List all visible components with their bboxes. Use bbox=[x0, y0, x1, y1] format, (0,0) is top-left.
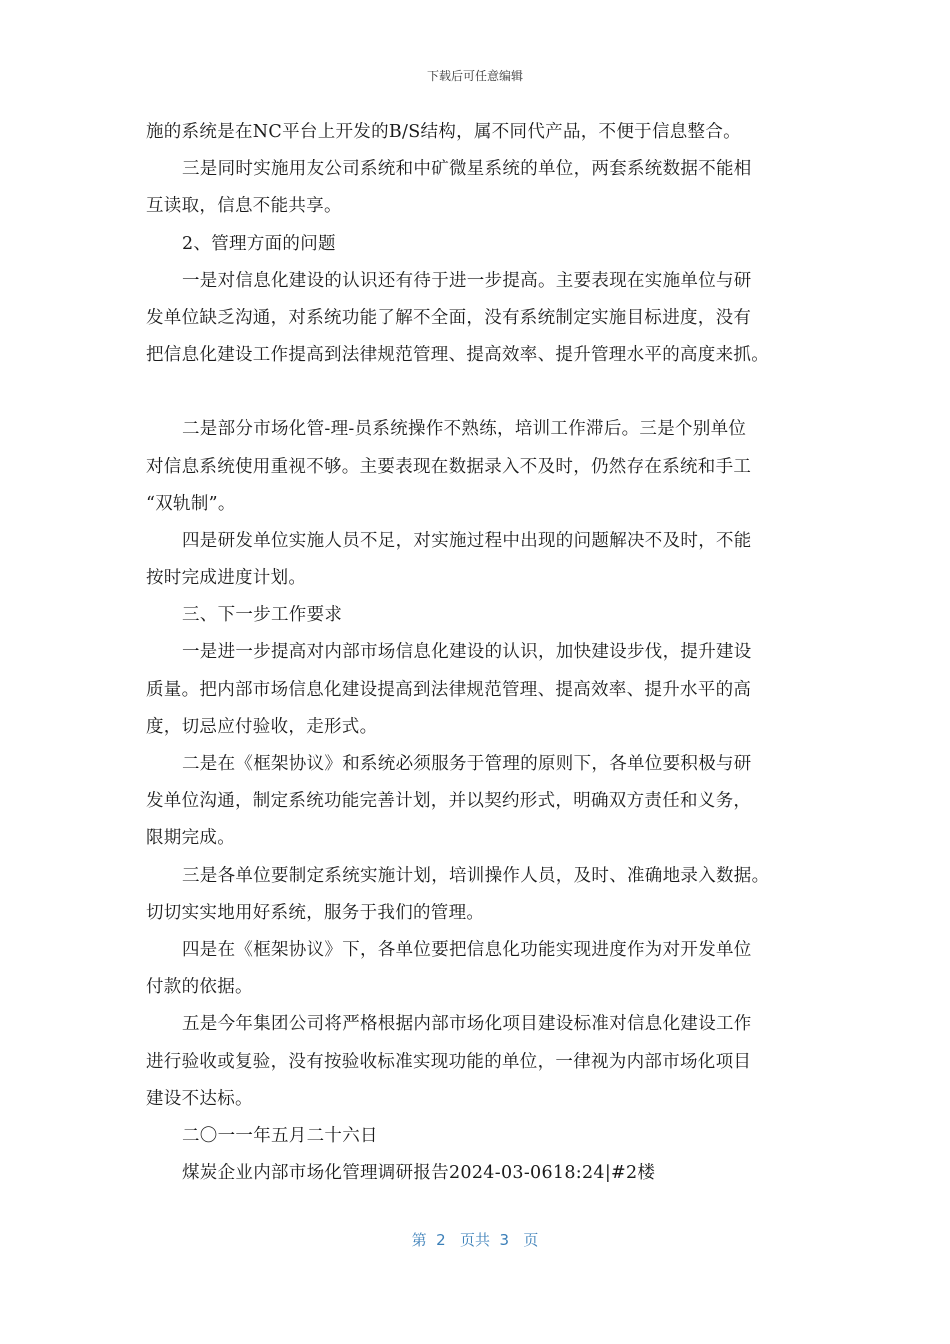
section-heading: 三、下一步工作要求 bbox=[182, 605, 343, 626]
paragraph-line: 二是部分市场化管-理-员系统操作不熟练，培训工作滞后。三是个别单位 bbox=[182, 419, 747, 440]
paragraph-line: 度，切忌应付验收，走形式。 bbox=[146, 716, 378, 737]
paragraph-line: 互读取，信息不能共享。 bbox=[146, 196, 342, 217]
page-number: 第 2 页共 3 页 bbox=[411, 1231, 539, 1249]
paragraph-line: 四是在《框架协议》下，各单位要把信息化功能实现进度作为对开发单位 bbox=[182, 939, 752, 960]
paragraph-line: 把信息化建设工作提高到法律规范管理、提高效率、提升管理水平的高度来抓。 bbox=[146, 345, 769, 366]
paragraph-line: 付款的依据。 bbox=[146, 977, 253, 998]
paragraph-line: 一是对信息化建设的认识还有待于进一步提高。主要表现在实施单位与研 bbox=[182, 270, 752, 291]
report-title-line: 煤炭企业内部市场化管理调研报告2024-03-0618:24|#2楼 bbox=[182, 1163, 656, 1184]
paragraph-line: 四是研发单位实施人员不足，对实施过程中出现的问题解决不及时，不能 bbox=[182, 530, 752, 551]
paragraph-line: 三是各单位要制定系统实施计划，培训操作人员，及时、准确地录入数据。 bbox=[182, 865, 770, 886]
paragraph-line: 五是今年集团公司将严格根据内部市场化项目建设标准对信息化建设工作 bbox=[182, 1014, 752, 1035]
paragraph-line: 质量。把内部市场信息化建设提高到法律规范管理、提高效率、提升水平的高 bbox=[146, 679, 752, 700]
paragraph-gap bbox=[146, 374, 806, 411]
section-heading: 2、管理方面的问题 bbox=[182, 233, 336, 254]
paragraph-line: 三是同时实施用友公司系统和中矿微星系统的单位，两套系统数据不能相 bbox=[182, 159, 752, 180]
download-note: 下载后可任意编辑 bbox=[426, 69, 523, 83]
paragraph-line: 发单位沟通，制定系统功能完善计划，并以契约形式，明确双方责任和义务， bbox=[146, 791, 752, 812]
paragraph-line: 二是在《框架协议》和系统必须服务于管理的原则下，各单位要积极与研 bbox=[182, 754, 752, 774]
paragraph-line: 进行验收或复验，没有按验收标准实现功能的单位，一律视为内部市场化项目 bbox=[146, 1051, 752, 1072]
paragraph-line: 按时完成进度计划。 bbox=[146, 568, 307, 589]
paragraph-line: 建设不达标。 bbox=[146, 1088, 253, 1109]
paragraph-line: 限期完成。 bbox=[146, 828, 235, 849]
paragraph-line: 发单位缺乏沟通，对系统功能了解不全面，没有系统制定实施目标进度，没有 bbox=[146, 307, 752, 328]
document-body bbox=[146, 114, 806, 1192]
paragraph-line: 一是进一步提高对内部市场信息化建设的认识，加快建设步伐，提升建设 bbox=[182, 642, 752, 663]
paragraph-line: 对信息系统使用重视不够。主要表现在数据录入不及时，仍然存在系统和手工 bbox=[146, 456, 752, 477]
paragraph-line: 施的系统是在NC平台上开发的B/S结构，属不同代产品，不便于信息整合。 bbox=[146, 122, 741, 142]
paragraph-line: 切切实实地用好系统，服务于我们的管理。 bbox=[146, 902, 485, 923]
paragraph-line: “双轨制”。 bbox=[146, 493, 236, 514]
document-date: 二〇一一年五月二十六日 bbox=[182, 1125, 378, 1146]
